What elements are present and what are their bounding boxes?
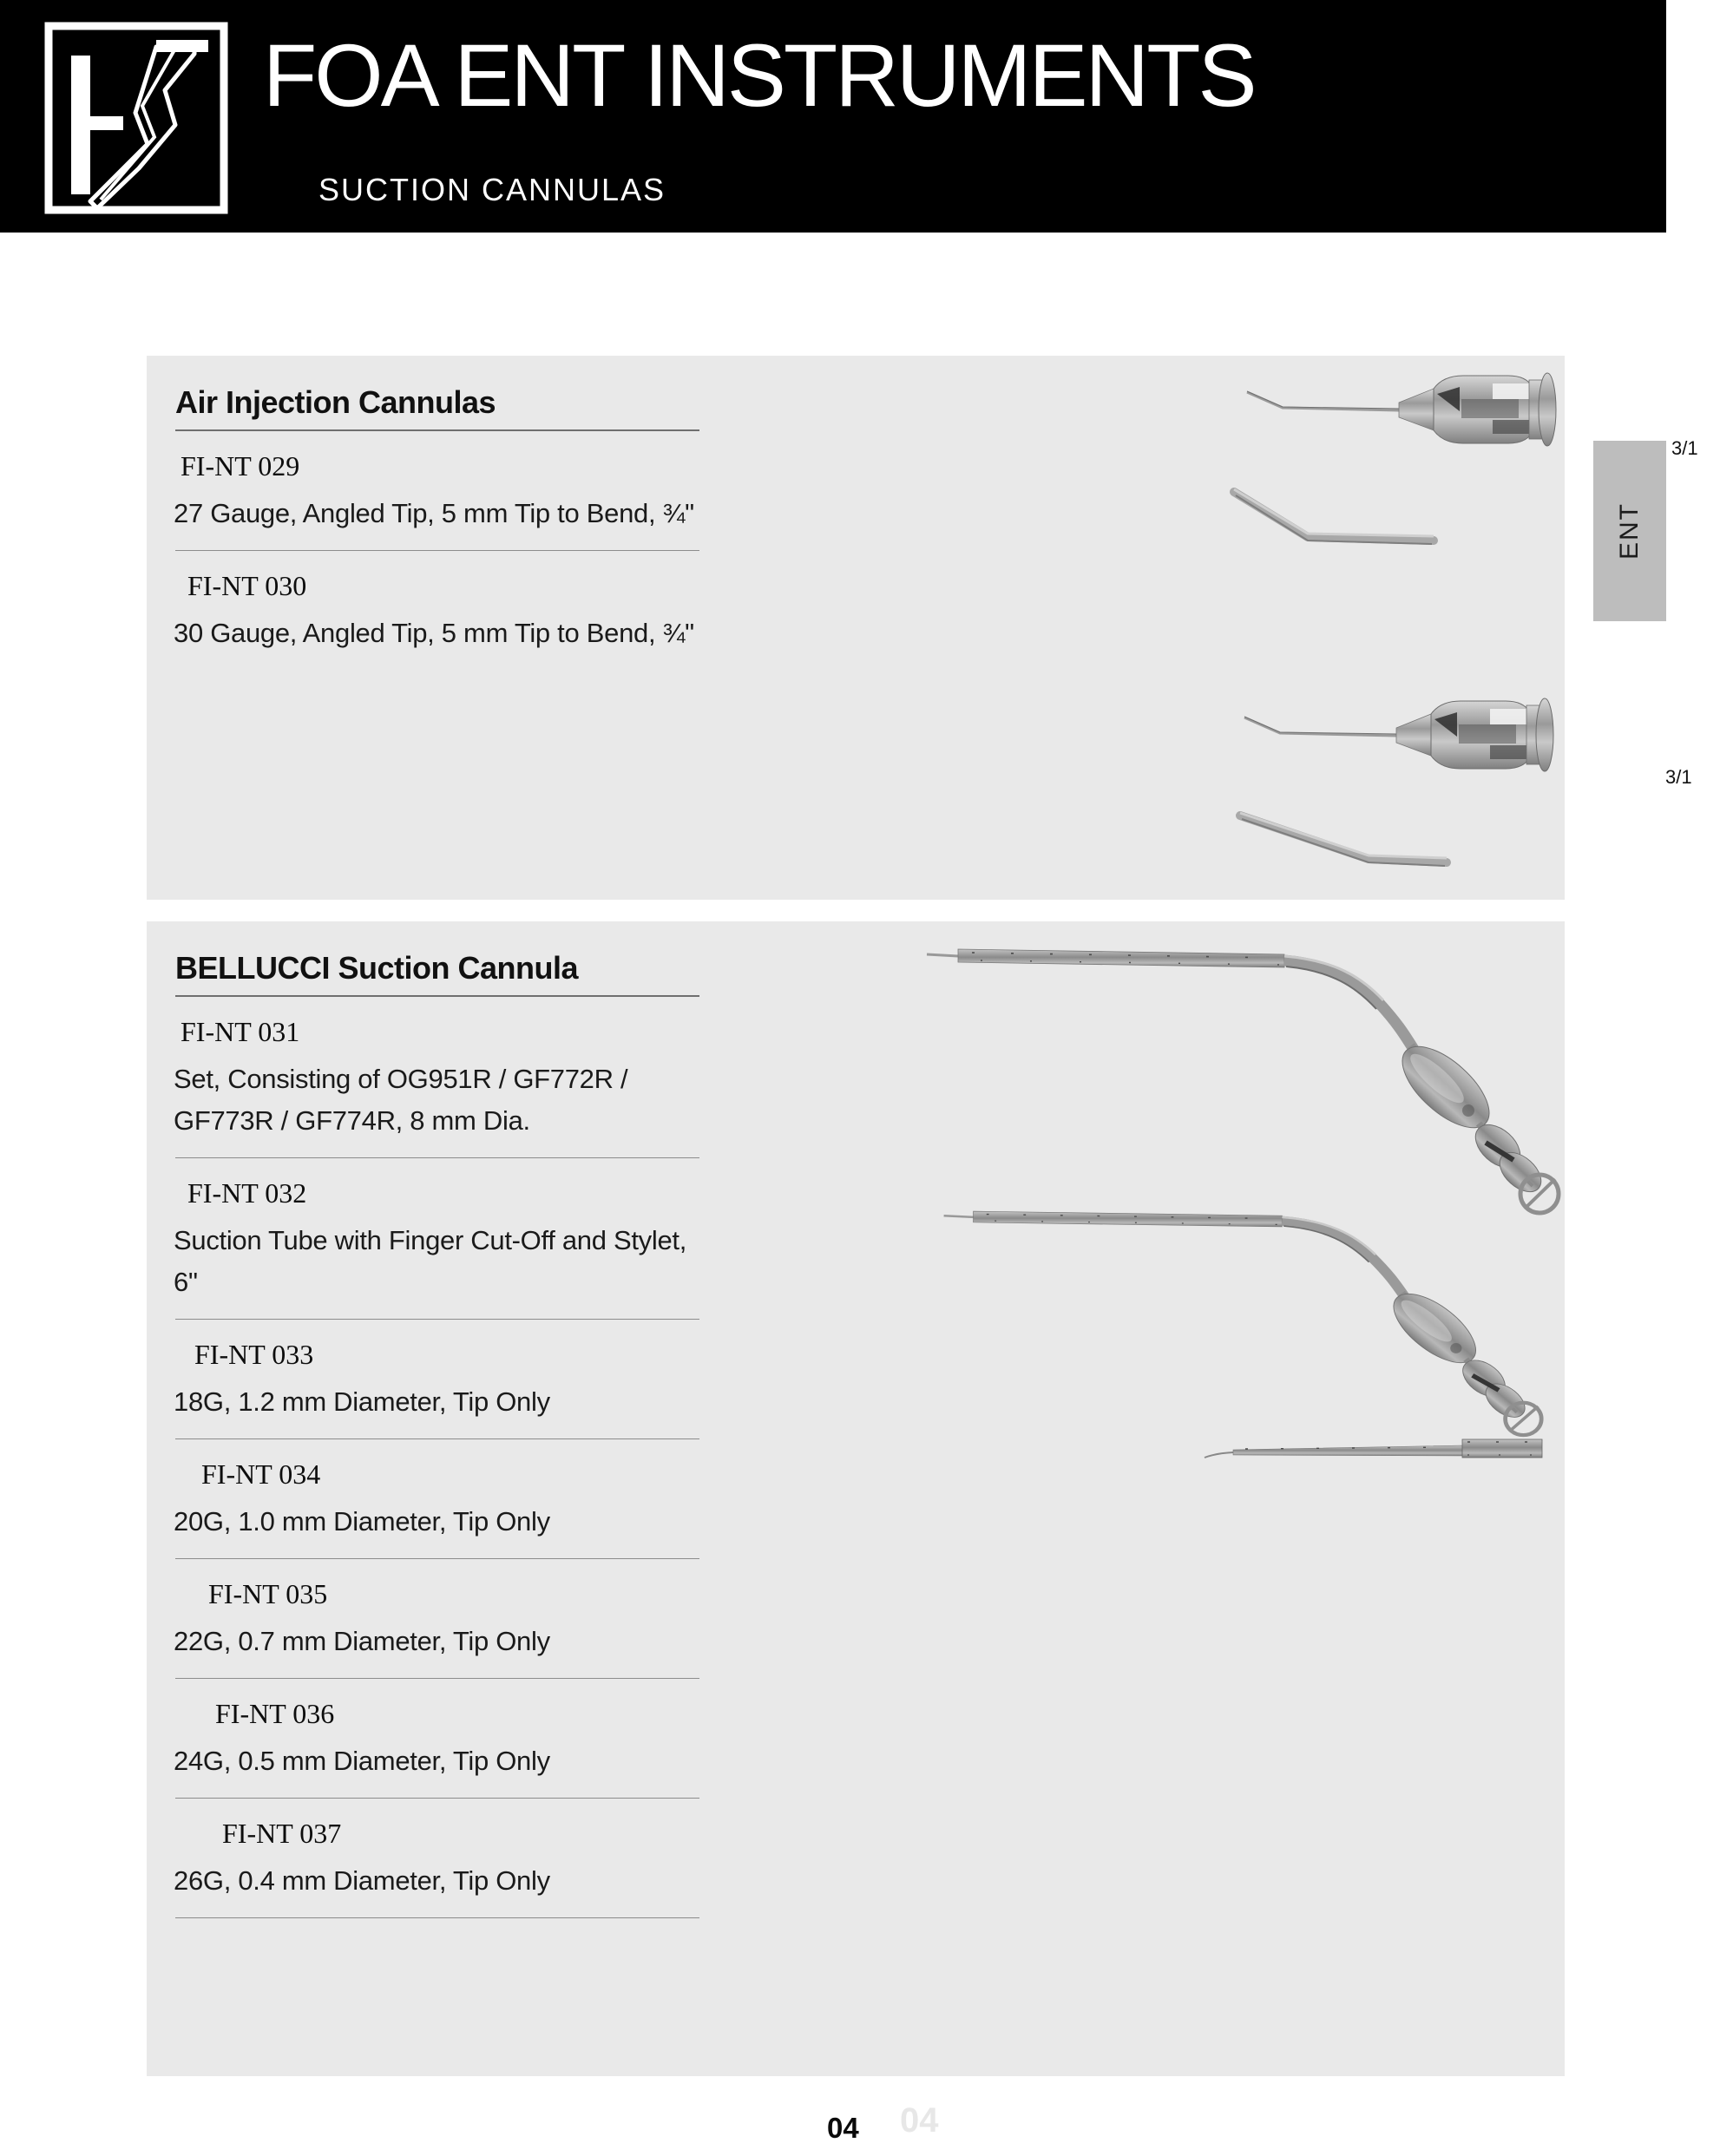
item-rule	[175, 1678, 699, 1679]
item-rule	[175, 1798, 699, 1799]
angled-tip-detail-photo	[1225, 482, 1442, 564]
item-rule	[175, 550, 699, 551]
item-rule	[175, 1438, 699, 1439]
item-rule	[175, 1558, 699, 1559]
air-injection-cannula-with-hub-photo	[1232, 371, 1698, 471]
item-description: 30 Gauge, Angled Tip, 5 mm Tip to Bend, ¾"	[174, 618, 694, 649]
item-code: FI-NT 033	[194, 1339, 314, 1371]
item-description: Suction Tube with Finger Cut-Off and Stylet, 6"	[174, 1225, 687, 1298]
catalog-item	[174, 1578, 733, 1662]
section-text-column	[174, 384, 733, 670]
section-text-column	[174, 950, 733, 1918]
ent-tab-label: ENT	[1615, 502, 1644, 560]
item-code: FI-NT 035	[208, 1578, 328, 1610]
item-rule	[175, 1917, 699, 1918]
ent-section-tab	[1593, 441, 1666, 621]
item-description: 18G, 1.2 mm Diameter, Tip Only	[174, 1386, 550, 1418]
page-subtitle: SUCTION CANNULAS	[318, 172, 666, 207]
bellucci-suction-cannula-photo	[937, 1197, 1545, 1445]
section-bellucci-suction-cannula	[147, 921, 1565, 2076]
bellucci-suction-cannula-photo	[920, 933, 1562, 1223]
title-rule	[175, 995, 699, 997]
item-code: FI-NT 029	[181, 450, 300, 482]
section-title: BELLUCCI Suction Cannula	[175, 950, 578, 986]
item-description: Set, Consisting of OG951R / GF772R / GF773R / GF774R, 8 mm Dia.	[174, 1064, 628, 1137]
catalog-item	[174, 1177, 733, 1303]
item-code: FI-NT 037	[222, 1818, 342, 1850]
page-number: 04	[827, 2112, 859, 2144]
angled-tip-detail-photo	[1231, 805, 1457, 888]
magnification-label: 3/1	[1671, 437, 1698, 459]
catalog-item	[174, 1458, 733, 1543]
catalog-item	[174, 1698, 733, 1782]
fs-logo-icon	[45, 23, 227, 213]
item-code: FI-NT 036	[215, 1698, 335, 1730]
item-rule	[175, 1157, 699, 1158]
item-description: 24G, 0.5 mm Diameter, Tip Only	[174, 1746, 550, 1777]
item-description: 26G, 0.4 mm Diameter, Tip Only	[174, 1865, 550, 1897]
title-rule	[175, 429, 699, 431]
item-description: 20G, 1.0 mm Diameter, Tip Only	[174, 1506, 550, 1537]
item-code: FI-NT 030	[187, 570, 307, 602]
air-injection-cannula-with-hub-photo	[1230, 697, 1692, 796]
item-code: FI-NT 031	[181, 1016, 300, 1047]
catalog-item	[174, 1339, 733, 1423]
suction-tip-only-photo	[1202, 1433, 1545, 1472]
item-code: FI-NT 034	[201, 1458, 321, 1491]
item-code: FI-NT 032	[187, 1177, 307, 1209]
catalog-item	[174, 450, 733, 534]
item-description: 27 Gauge, Angled Tip, 5 mm Tip to Bend, ¾"	[174, 498, 694, 528]
catalog-item	[174, 1016, 733, 1142]
item-rule	[175, 1319, 699, 1320]
section-title: Air Injection Cannulas	[175, 384, 496, 420]
catalog-item	[174, 570, 733, 654]
page-number-ghost: 04	[900, 2101, 939, 2140]
catalog-item	[174, 1818, 733, 1902]
item-description: 22G, 0.7 mm Diameter, Tip Only	[174, 1626, 550, 1657]
page-title: FOA ENT INSTRUMENTS	[263, 26, 1255, 125]
page-header	[0, 0, 1666, 233]
magnification-label: 3/1	[1665, 766, 1692, 788]
